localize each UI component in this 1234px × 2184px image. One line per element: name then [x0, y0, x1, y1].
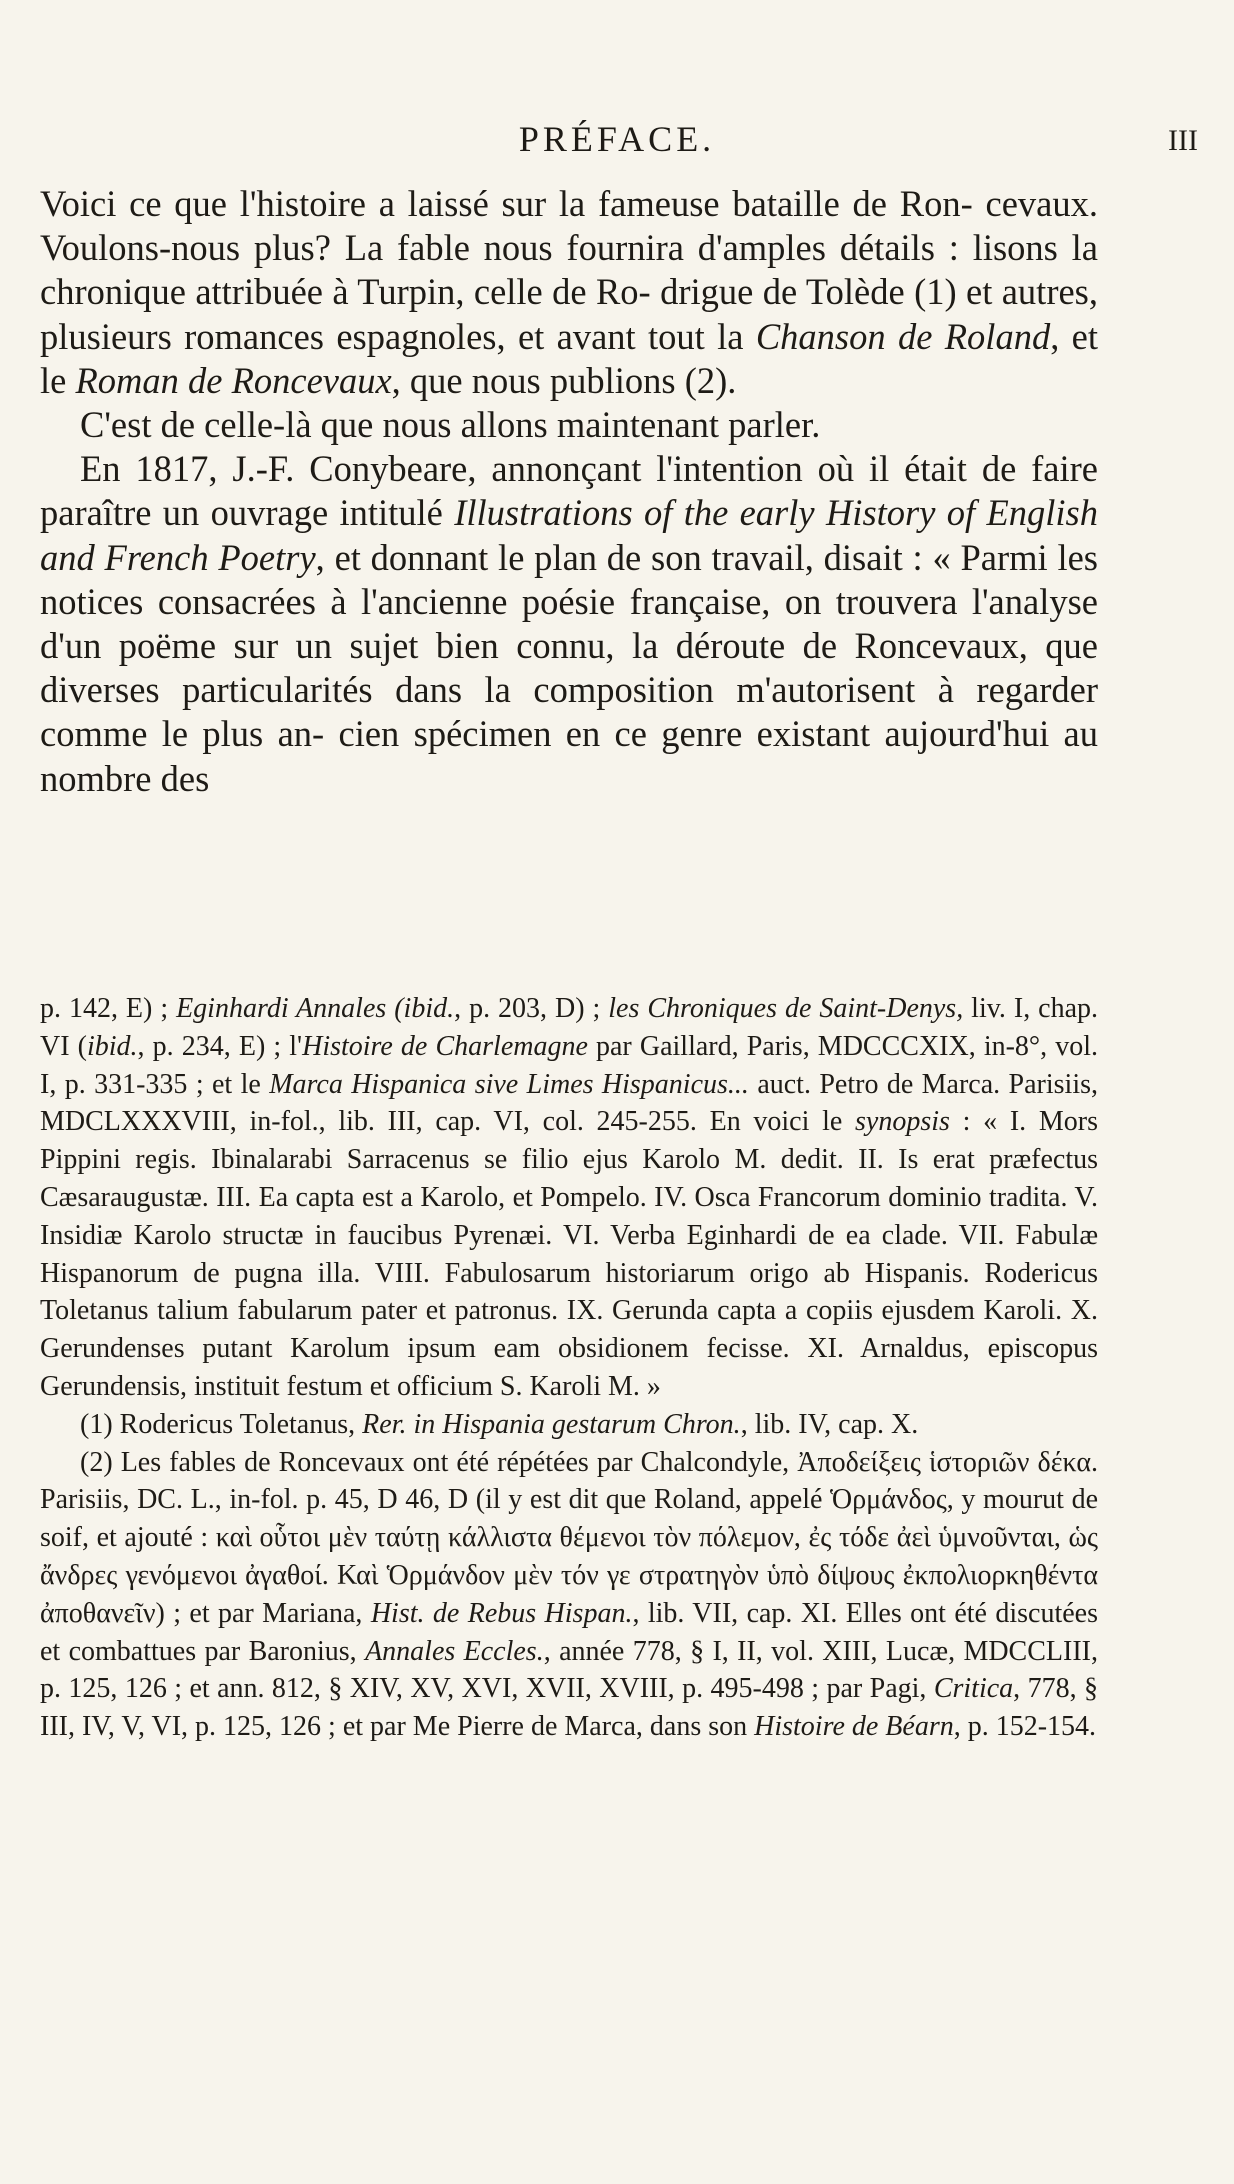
work-title: Eginhardi Annales (ibid. — [176, 993, 455, 1024]
work-title: Histoire de Béarn — [754, 1711, 954, 1743]
text-run: , p. 203, D) ; — [454, 993, 609, 1024]
text-line: que nous publions (2). — [409, 359, 737, 401]
page-number: III — [1168, 124, 1198, 157]
text-run: (2) Les fables de Roncevaux ont été répétées par Chalcondyle, Ἀποδείξεις ἱστοριῶν δέκα. Parisiis, DC. L., in-fol. p. 45, D 46, D (il y est dit que Roland, appelé Ὁρμάνδος, y mourut de soif, et ajouté : καὶ οὗτοι μὲν ταύτῃ κάλλιστα θέμενοι τὸν πόλεμον, ἐς τόδε ἀεὶ ὑμνοῦνται, ὡς ἄνδρες γενόμενοι ἀγαθοί. Καὶ Ὁρμάνδον μὲν τόν γε στρατηγὸν ὑπὸ δίψους ἐκπολιορκηθέντα ἀποθανεῖν) ; et par Mariana, — [40, 1446, 1098, 1629]
page-title: PRÉFACE. — [518, 119, 716, 159]
work-title: Chanson de Roland — [755, 315, 1051, 357]
work-title: ibid. — [86, 1030, 138, 1062]
work-title: Hist. de Rebus Hispan. — [370, 1597, 633, 1629]
text-line: travail, disait : « Parmi les notices consacrées à l'ancienne poésie — [40, 536, 1098, 622]
text-run: auct. Petro de Marca. Parisiis, MDCLXXXVIII, in-fol., lib. III, cap. VI, col. 245-255. En voici le — [40, 1068, 1099, 1138]
text-line: En 1817, J.-F. Conybeare, annonçant l'intention où il était — [80, 448, 967, 490]
paragraph-2: C'est de celle-là que nous allons maintenant parler. — [80, 404, 821, 446]
text-run: , — [391, 359, 401, 401]
work-title: Annales Eccles. — [365, 1635, 544, 1667]
footnote-continuation — [40, 990, 1098, 1406]
page-header — [0, 118, 1234, 178]
text-line: française, on trouvera l'analyse d'un poëme sur un sujet bien — [40, 580, 1099, 667]
text-run: , lib. VII, cap. XI. Elles ont été discutées et combattues par Baronius, — [40, 1597, 1098, 1667]
work-title: les Chroniques de Saint-Denys, — [608, 993, 964, 1024]
work-title: Marca Hispanica sive Limes Hispanicus... — [269, 1068, 749, 1100]
work-title: Roman de Roncevaux — [75, 359, 392, 401]
text-line: connu, la déroute de Roncevaux, que diverses particularités — [40, 625, 1098, 711]
text-run: (1) Rodericus Toletanus, — [80, 1408, 363, 1440]
text-line: détails : lisons la chronique attribuée à Turpin, celle de Ro- — [40, 227, 1099, 313]
work-title: Rer. in Hispania gestarum Chron. — [362, 1408, 741, 1440]
work-title: Illustrations of the early — [454, 492, 815, 534]
text-run: , 778, § III, IV, V, VI, p. 125, 126 ; et par Me Pierre de Marca, dans son — [40, 1673, 1099, 1743]
footnote-2 — [40, 1444, 1098, 1746]
text-run: , et donnant le plan de son — [315, 536, 702, 578]
text-run: de faire paraître un ouvrage intitulé — [40, 448, 1098, 534]
text-run: , p. 152-154. — [953, 1711, 1097, 1743]
work-title: Critica — [933, 1673, 1014, 1705]
text-line: drigue de Tolède (1) et autres, plusieurs romances espagnoles, et — [40, 271, 1099, 357]
footnote-1 — [40, 1406, 1098, 1444]
text-line: Voici ce que l'histoire a laissé sur la fameuse bataille de Ron- — [40, 183, 973, 224]
text-run: , p. 234, E) ; l' — [137, 1030, 303, 1062]
work-title: History of English and French Poetry — [40, 492, 1099, 578]
text-line: dans la composition m'autorisent à regarder comme le plus an- — [40, 669, 1098, 755]
text-run: , année 778, § I, II, vol. XIII, Lucæ, MDCCLIII, p. 125, 126 ; et ann. 812, § XIV, XV, XVI, XVII, XVIII, p. 495-498 ; par Pagi, — [40, 1635, 1098, 1705]
text-run: , et le — [40, 315, 1099, 401]
text-run: : « I. Mors Pippini regis. Ibinalarabi Sarracenus se filio ejus Karolo M. dedit. II. Is erat præfectus Cæsaraugustæ. III. Ea capta est a Karolo, et Pompelo. IV. Osca Francorum dominio tradita. V. Insidiæ Karolo structæ in faucibus Pyrenæi. VI. Verba Eginhardi de ea clade. VII. Fabulæ Hispanorum de pugna illa. VIII. Fabulosarum historiarum origo ab Hispanis. Rodericus Toletanus talium fabularum pater et patronus. IX. Gerunda capta a copiis ejusdem Karoli. X. Gerundenses putant Karolum ipsum eam obsidionem fecisse. XI. Arnaldus, episcopus Gerundensis, instituit festum et officium S. Karoli M. » — [40, 1106, 1098, 1402]
text-line: cien spécimen en ce genre existant aujourd'hui au nombre des — [40, 713, 1098, 799]
work-title: synopsis — [855, 1106, 950, 1138]
text-line: avant tout la — [556, 315, 756, 357]
text-run: par Gaillard, Paris, MDCCCXIX, in-8°, vol. I, p. 331-335 ; et le — [40, 1030, 1099, 1100]
main-text — [40, 182, 1098, 801]
text-run: liv. I, chap. VI ( — [40, 993, 1099, 1062]
work-title: Histoire de Charlemagne — [302, 1030, 588, 1062]
paragraph-3 — [40, 447, 1098, 801]
text-run: p. 142, E) ; — [40, 993, 177, 1024]
footnotes — [40, 990, 1098, 1746]
text-line: cevaux. Voulons-nous plus? La fable nous fournira d'amples — [40, 183, 1098, 269]
paragraph-1 — [40, 182, 1098, 403]
text-run: , lib. IV, cap. X. — [740, 1408, 919, 1440]
